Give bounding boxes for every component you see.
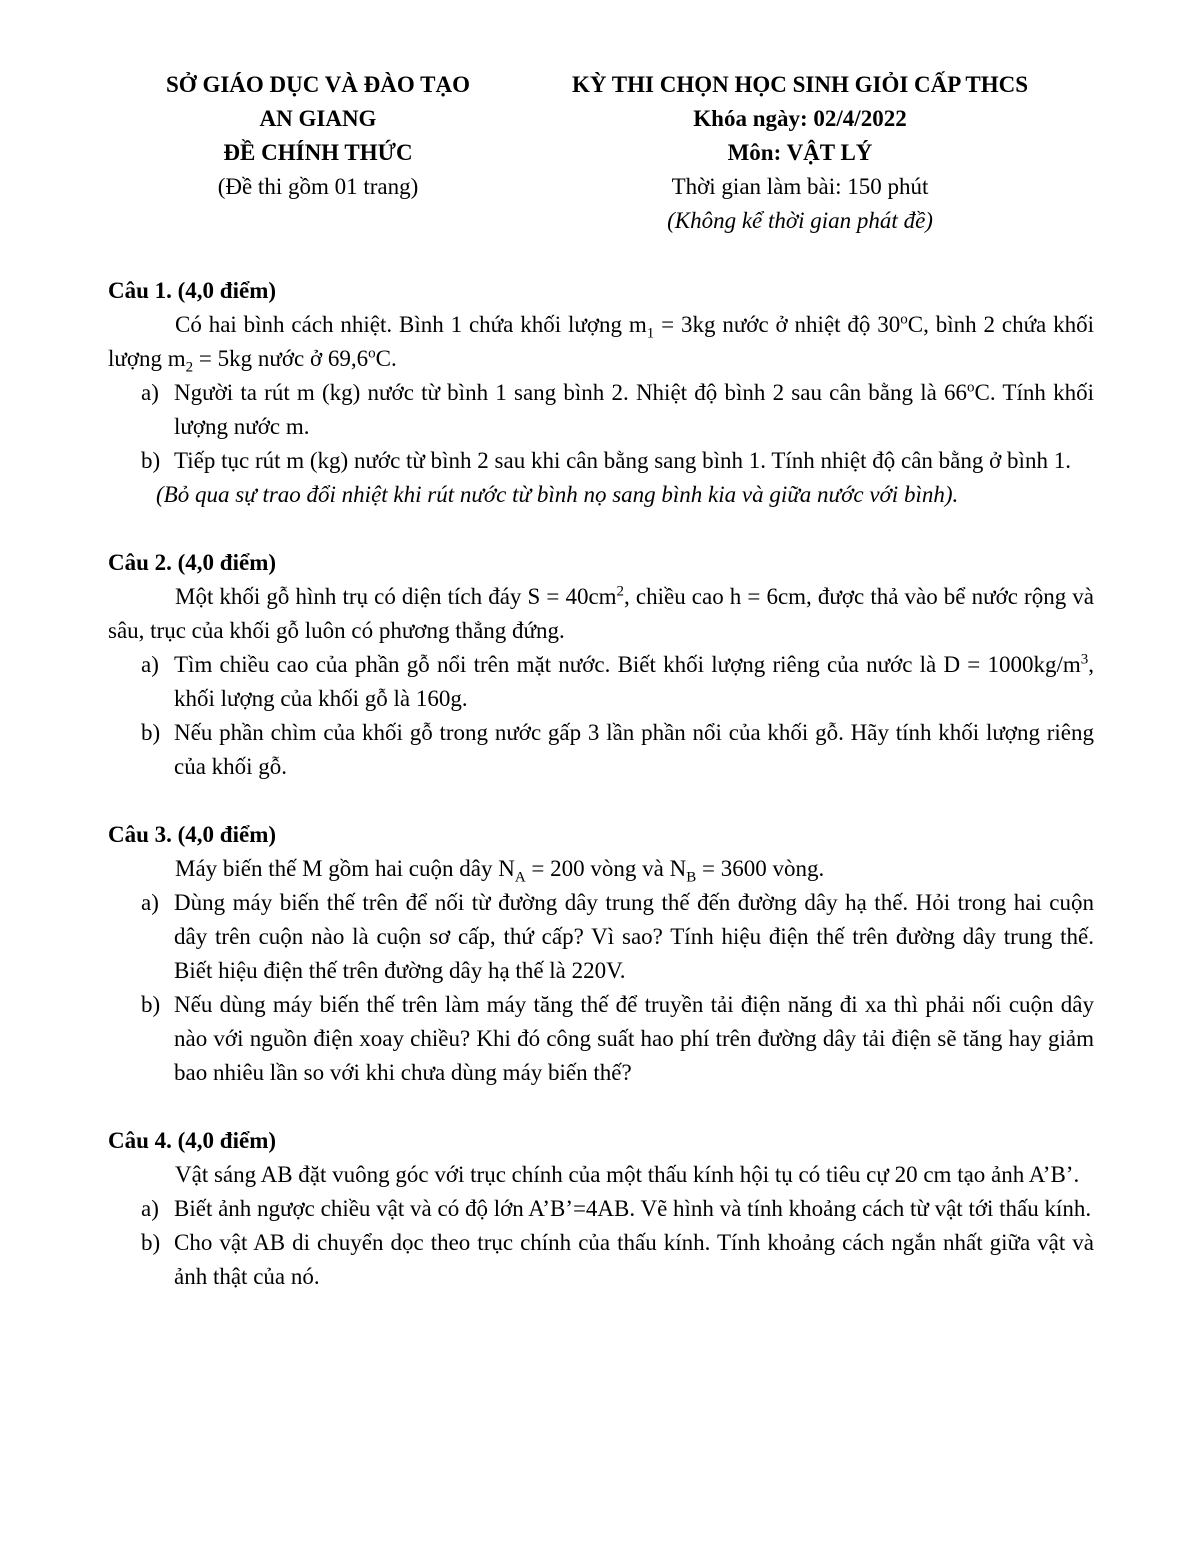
official-label: ĐỀ CHÍNH THỨC: [223, 140, 413, 165]
exam-title: KỲ THI CHỌN HỌC SINH GIỎI CẤP THCS: [571, 72, 1029, 97]
item-text: Tìm chiều cao của phần gỗ nổi trên mặt nước. Biết khối lượng riêng của nước là $D = 1000kg/m^3$, khối lượng của khối gỗ là 160g.: [174, 651, 1094, 711]
question-3: [108, 818, 1094, 1090]
header-right-block: [540, 68, 1060, 238]
question-1: [108, 274, 1094, 512]
sub-question-b: [108, 988, 1094, 1090]
question-4: [108, 1124, 1094, 1294]
exam-content: [108, 274, 1094, 1328]
exam-date: Khóa ngày: 02/4/2022: [693, 106, 907, 131]
question-title: Câu 1. (4,0 điểm): [108, 278, 277, 303]
sub-question-a: [108, 1192, 1094, 1226]
question-title: Câu 3. (4,0 điểm): [108, 822, 277, 847]
exam-duration: Thời gian làm bài: 150 phút: [671, 174, 929, 199]
item-label: b): [141, 1230, 161, 1255]
item-text: Nếu dùng máy biến thế trên làm máy tăng thế để truyền tải điện năng đi xa thì phải nối cuộn dây nào với nguồn điện xoay chiều? Khi đó công suất hao phí trên đường dây tải điện sẽ tăng hay giảm bao nhiêu lần so với khi chưa dùng máy biến thế?: [174, 992, 1094, 1085]
item-text: Cho vật AB di chuyển dọc theo trục chính của thấu kính. Tính khoảng cách ngắn nhất giữa vật và ảnh thật của nó.: [174, 1230, 1094, 1289]
item-text: Người ta rút m (kg) nước từ bình 1 sang bình 2. Nhiệt độ bình 2 sau cân bằng là 66$^o$C. Tính khối lượng nước m.: [174, 379, 1094, 439]
exam-subject: Môn: VẬT LÝ: [727, 140, 873, 165]
item-text: Biết ảnh ngược chiều vật và có độ lớn A’B’=4AB. Vẽ hình và tính khoảng cách từ vật tới thấu kính.: [174, 1196, 1092, 1221]
duration-note: (Không kể thời gian phát đề): [667, 208, 933, 233]
question-title: Câu 4. (4,0 điểm): [108, 1128, 277, 1153]
item-label: b): [141, 720, 161, 745]
item-label: b): [141, 448, 161, 473]
item-label: a): [141, 380, 159, 405]
item-label: a): [141, 890, 159, 915]
sub-question-b: [108, 1226, 1094, 1294]
question-intro: Có hai bình cách nhiệt. Bình 1 chứa khối lượng $m_1 = 3kg$ nước ở nhiệt độ 30$^o$C, bình 2 chứa khối lượng $m_2 = 5kg$ nước ở 69,6$^o$C.: [108, 311, 1094, 376]
question-title: Câu 2. (4,0 điểm): [108, 550, 277, 575]
item-text: Dùng máy biến thế trên để nối từ đường dây trung thế đến đường dây hạ thế. Hỏi trong hai cuộn dây trên cuộn nào là cuộn sơ cấp, thứ cấp? Vì sao? Tính hiệu điện thế trên đường dây trung thế. Biết hiệu điện thế trên đường dây hạ thế là 220V.: [174, 890, 1094, 983]
item-text: Tiếp tục rút m (kg) nước từ bình 2 sau khi cân bằng sang bình 1. Tính nhiệt độ cân bằng ở bình 1.: [174, 448, 1071, 473]
item-text: Nếu phần chìm của khối gỗ trong nước gấp 3 lần phần nổi của khối gỗ. Hãy tính khối lượng riêng của khối gỗ.: [174, 720, 1094, 779]
department-name: SỞ GIÁO DỤC VÀ ĐÀO TẠO: [166, 72, 470, 97]
sub-question-a: [108, 376, 1094, 444]
sub-question-b: [108, 444, 1094, 478]
question-intro: Máy biến thế M gồm hai cuộn dây $N_A = 200$ vòng và $N_B = 3600$ vòng.: [175, 856, 825, 886]
item-label: a): [141, 652, 159, 677]
sub-question-a: [108, 886, 1094, 988]
exam-header: [0, 68, 1200, 248]
sub-question-a: [108, 648, 1094, 716]
province-name: AN GIANG: [259, 106, 377, 131]
item-label: a): [141, 1196, 159, 1221]
sub-question-b: [108, 716, 1094, 784]
page-count-note: (Đề thi gồm 01 trang): [217, 174, 419, 199]
item-label: b): [141, 992, 161, 1017]
header-left-block: [118, 68, 518, 204]
question-2: [108, 546, 1094, 784]
question-note: (Bỏ qua sự trao đổi nhiệt khi rút nước từ bình nọ sang bình kia và giữa nước với bình).: [156, 482, 959, 507]
question-intro: Một khối gỗ hình trụ có diện tích đáy $S = 40cm^2$, chiều cao h = 6cm, được thả vào bể nước rộng và sâu, trục của khối gỗ luôn có phương thẳng đứng.: [108, 583, 1094, 643]
question-intro: Vật sáng AB đặt vuông góc với trục chính của một thấu kính hội tụ có tiêu cự 20 cm tạo ảnh A’B’.: [175, 1162, 1080, 1187]
